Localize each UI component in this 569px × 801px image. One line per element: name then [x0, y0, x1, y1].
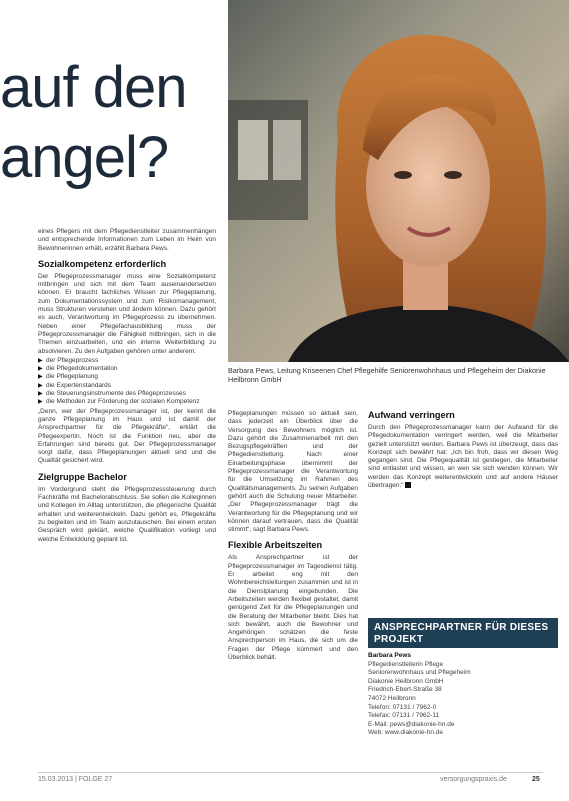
- headline-line-2: angel?: [0, 125, 169, 190]
- task-list: [38, 357, 216, 407]
- contact-line: Diakonie Heilbronn GmbH: [368, 677, 444, 685]
- contact-line: Telefon: 07131 / 7962-0: [368, 703, 437, 711]
- subheading-zielgruppe: Zielgruppe Bachelor: [38, 471, 127, 482]
- portrait-illustration: [228, 0, 569, 362]
- paragraph: Im Vordergrund steht die Pflegeprozesssteuerung durch Fachkräfte mit Bachelorabschluss. Sie sollen die Kolleginnen und Kollegen im Alltag unterstützen, die pflegerische Qualität erhalten und weiterentwickeln. Dazu gehört es, Pflegekräfte zu begleiten und im Team auszutauschen. Bei einem ersten Gespräch wird geklärt, welche Qualifikation vorliegt und welche Entwicklung geplant ist.: [38, 485, 216, 543]
- footer-issue: 15.03.2013 | FOLGE 27: [38, 776, 113, 783]
- right-column: [368, 410, 558, 490]
- subheading-flexible-arbeitszeiten: Flexible Arbeitszeiten: [228, 540, 323, 551]
- footer-divider: [38, 772, 543, 773]
- list-item: ▶ die Expertenstandards: [38, 382, 216, 390]
- paragraph-text: Durch den Pflegeprozessmanager kann der Aufwand für die Pflegedokumentation verringert werden, weil die Mitarbeiter gezielt unterstützt werden. Barbara Pews ist überzeugt, dass das Konzept sich bewährt hat: „Ich bin froh, dass wir diesen Weg gegangen sind. Die Pflegequalität ist gestiegen, die Mitarbeiter sind entlastet und wissen, an wen sie sich wenden können. Wir werden das Konzept weiterentwickeln und auf andere Häuser übertragen.“: [368, 424, 558, 490]
- list-item: ▶ die Steuerungsinstrumente des Pflegeprozesses: [38, 390, 216, 398]
- list-item: ▶ die Pflegedokumentation: [38, 365, 216, 373]
- middle-column: [228, 410, 358, 662]
- left-column: [38, 228, 216, 544]
- portrait-photo: [228, 0, 569, 362]
- list-item: ▶ die Methoden zur Förderung der sozialen Kompetenz: [38, 398, 216, 406]
- contact-header: ANSPRECHPARTNER FÜR DIESES PROJEKT: [368, 618, 558, 648]
- contact-line: Pflegedienstleiterin Pflege: [368, 660, 444, 668]
- contact-line: 74072 Heilbronn: [368, 694, 416, 702]
- paragraph: Der Pflegeprozessmanager muss eine Sozialkompetenz mitbringen und sich mit dem Team auseinandersetzen können. Er braucht fachliches Wissen zur Pflegeplanung, zum Dokumentationssystem und zum Risikomanagement, muss Strukturen verstehen und ändern können. Dazu gehört es auch, Verantwortung im Pflegeprozess zu übernehmen. Neben einer Pflegefachausbildung muss der Pflegeprozessmanager die Fähigkeit mitbringen, sich in die Themen einzuarbeiten, und ein interne Weiterbildung zu absolvieren. Zu den Aufgaben gehören unter anderem:: [38, 272, 216, 355]
- headline-line-1: auf den: [0, 55, 187, 120]
- intro-paragraph: eines Pflegers mit dem Pflegedienstleiter zusammenhängen und entsprechende Informationen zum Leben im Heim von Bewohnerinnen erhält, erzählt Barbara Pews.: [38, 228, 216, 252]
- contact-website[interactable]: Web: www.diakonie-hn.de: [368, 729, 444, 737]
- photo-caption: Barbara Pews, Leitung Kriseenen Chef Pflegehilfe Seniorenwohnhaus und Pflegeheim der Diakonie Heilbronn GmbH: [228, 366, 546, 384]
- contact-line: Friedrich-Ebert-Straße 38: [368, 686, 442, 694]
- contact-line: Telefax: 07131 / 7962-11: [368, 712, 440, 720]
- contact-email[interactable]: E-Mail: pews@diakonie-hn.de: [368, 720, 455, 728]
- subheading-sozialkompetenz: Sozialkompetenz erforderlich: [38, 258, 167, 269]
- paragraph: Pflegeplanungen müssen so aktuell sein, dass jederzeit ein Überblick über die Versorgung des Bewohners möglich ist. Dazu gehört die Zusammenarbeit mit den Bezugspflegekräften und der Pflegedienstleitung. Nach einer Einarbeitungsphase übernimmt der Pflegeprozessmanager die Verantwortung für die Umsetzung im Rahmen des Qualitätsmanagements. Zu seinen Aufgaben gehört auch die Schulung neuer Mitarbeiter. „Der Pflegeprozessmanager trägt die Verantwortung für die Pflegeplanung und wir können darauf vertrauen, dass die Qualität stimmt“, sagt Barbara Pews.: [228, 410, 358, 534]
- contact-line: Seniorenwohnhaus und Pflegeheim: [368, 669, 471, 677]
- paragraph: Als Ansprechpartner ist der Pflegeprozessmanager im Tagesdienst tätig. Er arbeitet eng mit den Wohnbereichsleitungen zusammen und ist in die Dienstplanung eingebunden. Die Arbeitszeiten werden flexibel gestaltet, damit genügend Zeit für die Pflegeplanungen und die Beratung der Mitarbeiter bleibt. Dies hat sich bewährt, auch die Bewohner und Angehörigen schätzen die feste Ansprechperson im Haus, die sich um die Fragen der Pflege kümmert und den Überblick behält.: [228, 554, 358, 662]
- paragraph: „Denn, wer der Pflegeprozessmanager ist, der kennt die ganze Pflegeplanung im Haus und ist damit der Ansprechpartner für die Pflegekräfte“, erklärt die Pflegeexpertin. Noch ist die Funktion neu, aber die Erfahrungen sind bereits gut. Der Pflegeprozessmanager sorgt dafür, dass Pflegeplanungen aktuell sind und die Qualität gesichert wird.: [38, 407, 216, 465]
- subheading-aufwand-verringern: Aufwand verringern: [368, 410, 455, 420]
- contact-name: Barbara Pews: [368, 652, 411, 659]
- end-mark: [405, 482, 411, 488]
- contact-details: [368, 652, 558, 738]
- page-number: 25: [532, 776, 540, 783]
- list-item: ▶ die Pflegeplanung: [38, 373, 216, 381]
- paragraph: [368, 424, 558, 490]
- footer-publication: versorgungspraxis.de: [440, 776, 507, 783]
- list-item: ▶ der Pflegeprozess: [38, 357, 216, 365]
